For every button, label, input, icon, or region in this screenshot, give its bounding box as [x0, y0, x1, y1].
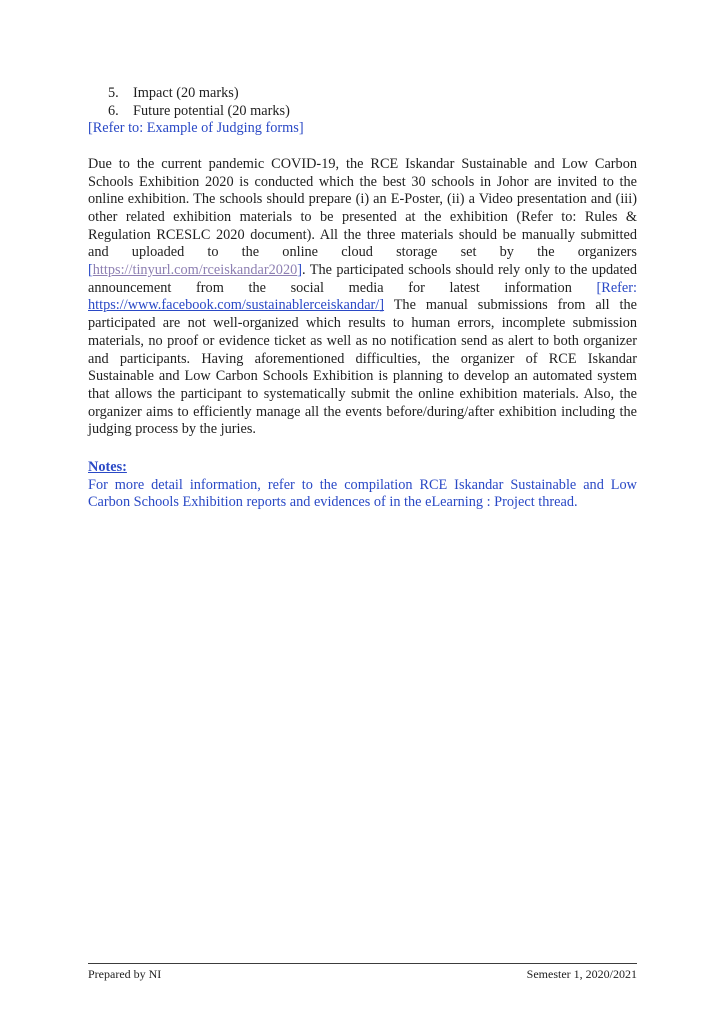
paragraph-text: The manual submissions from all the participated are not well-organized which results to human errors, incomplete submission materials, no proof or evidence ticket as well as no notification send as alert to both organizer and participants. Having aforementioned difficulties, the organizer of RCE Iskandar Sustainable and Low Carbon Schools Exhibition is planning to develop an automated system that allows the participant to systematically submit the online exhibition materials. Also, the organizer aims to efficiently manage all the events before/during/after exhibition including the judging process by the juries. — [88, 297, 637, 438]
bracket-open: [ — [88, 262, 93, 279]
list-item-number: 6. — [108, 102, 119, 119]
tinyurl-link[interactable]: https://tinyurl.com/rceiskandar2020 — [92, 262, 298, 279]
list-item — [88, 85, 637, 103]
footer-semester: Semester 1, 2020/2021 — [526, 967, 637, 981]
list-item-text: Impact (20 marks) — [133, 85, 239, 101]
page-footer — [88, 963, 637, 981]
paragraph-text: . The participated schools should rely only to the updated announcement from the social media for latest information — [88, 262, 637, 296]
list-item-text: Future potential (20 marks) — [133, 102, 290, 119]
refer-close-bracket: ] — [379, 297, 385, 314]
list-item — [88, 103, 637, 121]
refer-label: [Refer: — [596, 279, 637, 296]
criteria-list — [88, 85, 637, 120]
paragraph-text: Due to the current pandemic COVID-19, the RCE Iskandar Sustainable and Low Carbon Schools Exhibition 2020 is conducted which the best 30 schools in Johor are invited to the online exhibition. The schools should prepare (i) an E-Poster, (ii) a Video presentation and (iii) other related exhibition materials to be presented at the exhibition (Refer to: Rules & Regulation RCESLC 2020 document). All the three materials should be manually submitted and uploaded to the online cloud storage set by the organizers — [88, 155, 637, 261]
notes-body: For more detail information, refer to the compilation RCE Iskandar Sustainable and Low Carbon Schools Exhibition reports and evidences of in the eLearning : Project thread. — [88, 476, 637, 511]
notes-section — [88, 459, 637, 512]
judging-forms-reference: [Refer to: Example of Judging forms] — [88, 120, 304, 137]
body-paragraph — [88, 156, 637, 439]
footer-prepared-by: Prepared by NI — [88, 967, 162, 981]
facebook-link[interactable]: https://www.facebook.com/sustainablerceiskandar/ — [88, 297, 380, 314]
bracket-close: ] — [297, 262, 303, 279]
list-item-number: 5. — [108, 85, 119, 101]
notes-heading: Notes: — [88, 459, 127, 476]
